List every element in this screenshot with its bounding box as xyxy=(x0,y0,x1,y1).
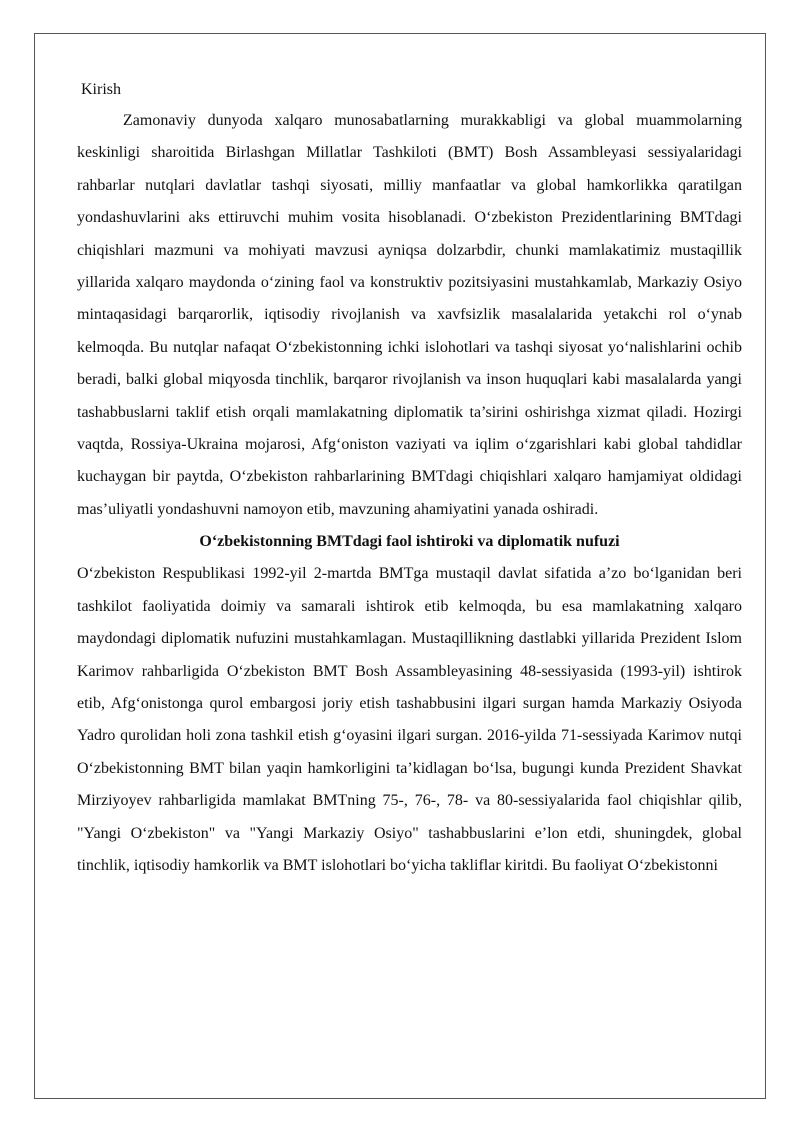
section-heading: O‘zbekistonning BMTdagi faol ishtiroki va diplomatik nufuzi xyxy=(199,533,620,551)
intro-paragraph: Zamonaviy dunyoda xalqaro munosabatlarning murakkabligi va global muammolarning keskinligi sharoitida Birlashgan Millatlar Tashkiloti (BMT) Bosh Assambleyasi sessiyalaridagi rahbarlar nutqlari davlatlar tashqi siyosati, milliy manfaatlar va global hamkorlikka qaratilgan yondashuvlarini aks ettiruvchi muhim vosita hisoblanadi. O‘zbekiston Prezidentlarining BMTdagi chiqishlari mazmuni va mohiyati mavzusi ayniqsa dolzarbdir, chunki mamlakatimiz mustaqillik yillarida xalqaro maydonda o‘zining faol va konstruktiv pozitsiyasini mustahkamlab, Markaziy Osiyo mintaqasidagi barqarorlik, iqtisodiy rivojlanish va xavfsizlik masalalarida yetakchi rol o‘ynab kelmoqda. Bu nutqlar nafaqat O‘zbekistonning ichki islohotlari va tashqi siyosat yo‘nalishlarini ochib beradi, balki global miqyosda tinchlik, barqaror rivojlanish va inson huquqlari kabi masalalarda yangi tashabbuslarni taklif etish orqali mamlakatning diplomatik ta’sirini oshirishga xizmat qiladi. Hozirgi vaqtda, Rossiya-Ukraina mojarosi, Afg‘oniston vaziyati va iqlim o‘zgarishlari kabi global tahdidlar kuchaygan bir paytda, O‘zbekiston rahbarlarining BMTdagi chiqishlari xalqaro hamjamiyat oldidagi mas’uliyatli yondashuvni namoyon etib, mavzuning ahamiyatini yanada oshiradi. xyxy=(77,112,742,518)
intro-heading: Kirish xyxy=(81,81,121,98)
document-body xyxy=(77,75,742,882)
section-paragraph: O‘zbekiston Respublikasi 1992-yil 2-martda BMTga mustaqil davlat sifatida a’zo bo‘lganidan beri tashkilot faoliyatida doimiy va samarali ishtirok etib kelmoqda, bu esa mamlakatning xalqaro maydondagi diplomatik nufuzini mustahkamlagan. Mustaqillikning dastlabki yillarida Prezident Islom Karimov rahbarligida O‘zbekiston BMT Bosh Assambleyasining 48-sessiyasida (1993-yil) ishtirok etib, Afg‘onistonga qurol embargosi joriy etish tashabbusini ilgari surgan hamda Markaziy Osiyoda Yadro qurolidan holi zona tashkil etish g‘oyasini ilgari surgan. 2016-yilda 71-sessiyada Karimov nutqi O‘zbekistonning BMT bilan yaqin hamkorligini ta’kidlagan bo‘lsa, bugungi kunda Prezident Shavkat Mirziyoyev rahbarligida mamlakat BMTning 75-, 76-, 78- va 80-sessiyalarida faol chiqishlar qilib, "Yangi O‘zbekiston" va "Yangi Markaziy Osiyo" tashabbuslarini e’lon etdi, shuningdek, global tinchlik, iqtisodiy hamkorlik va BMT islohotlari bo‘yicha takliflar kiritdi. Bu faoliyat O‘zbekistonni xyxy=(77,565,742,874)
